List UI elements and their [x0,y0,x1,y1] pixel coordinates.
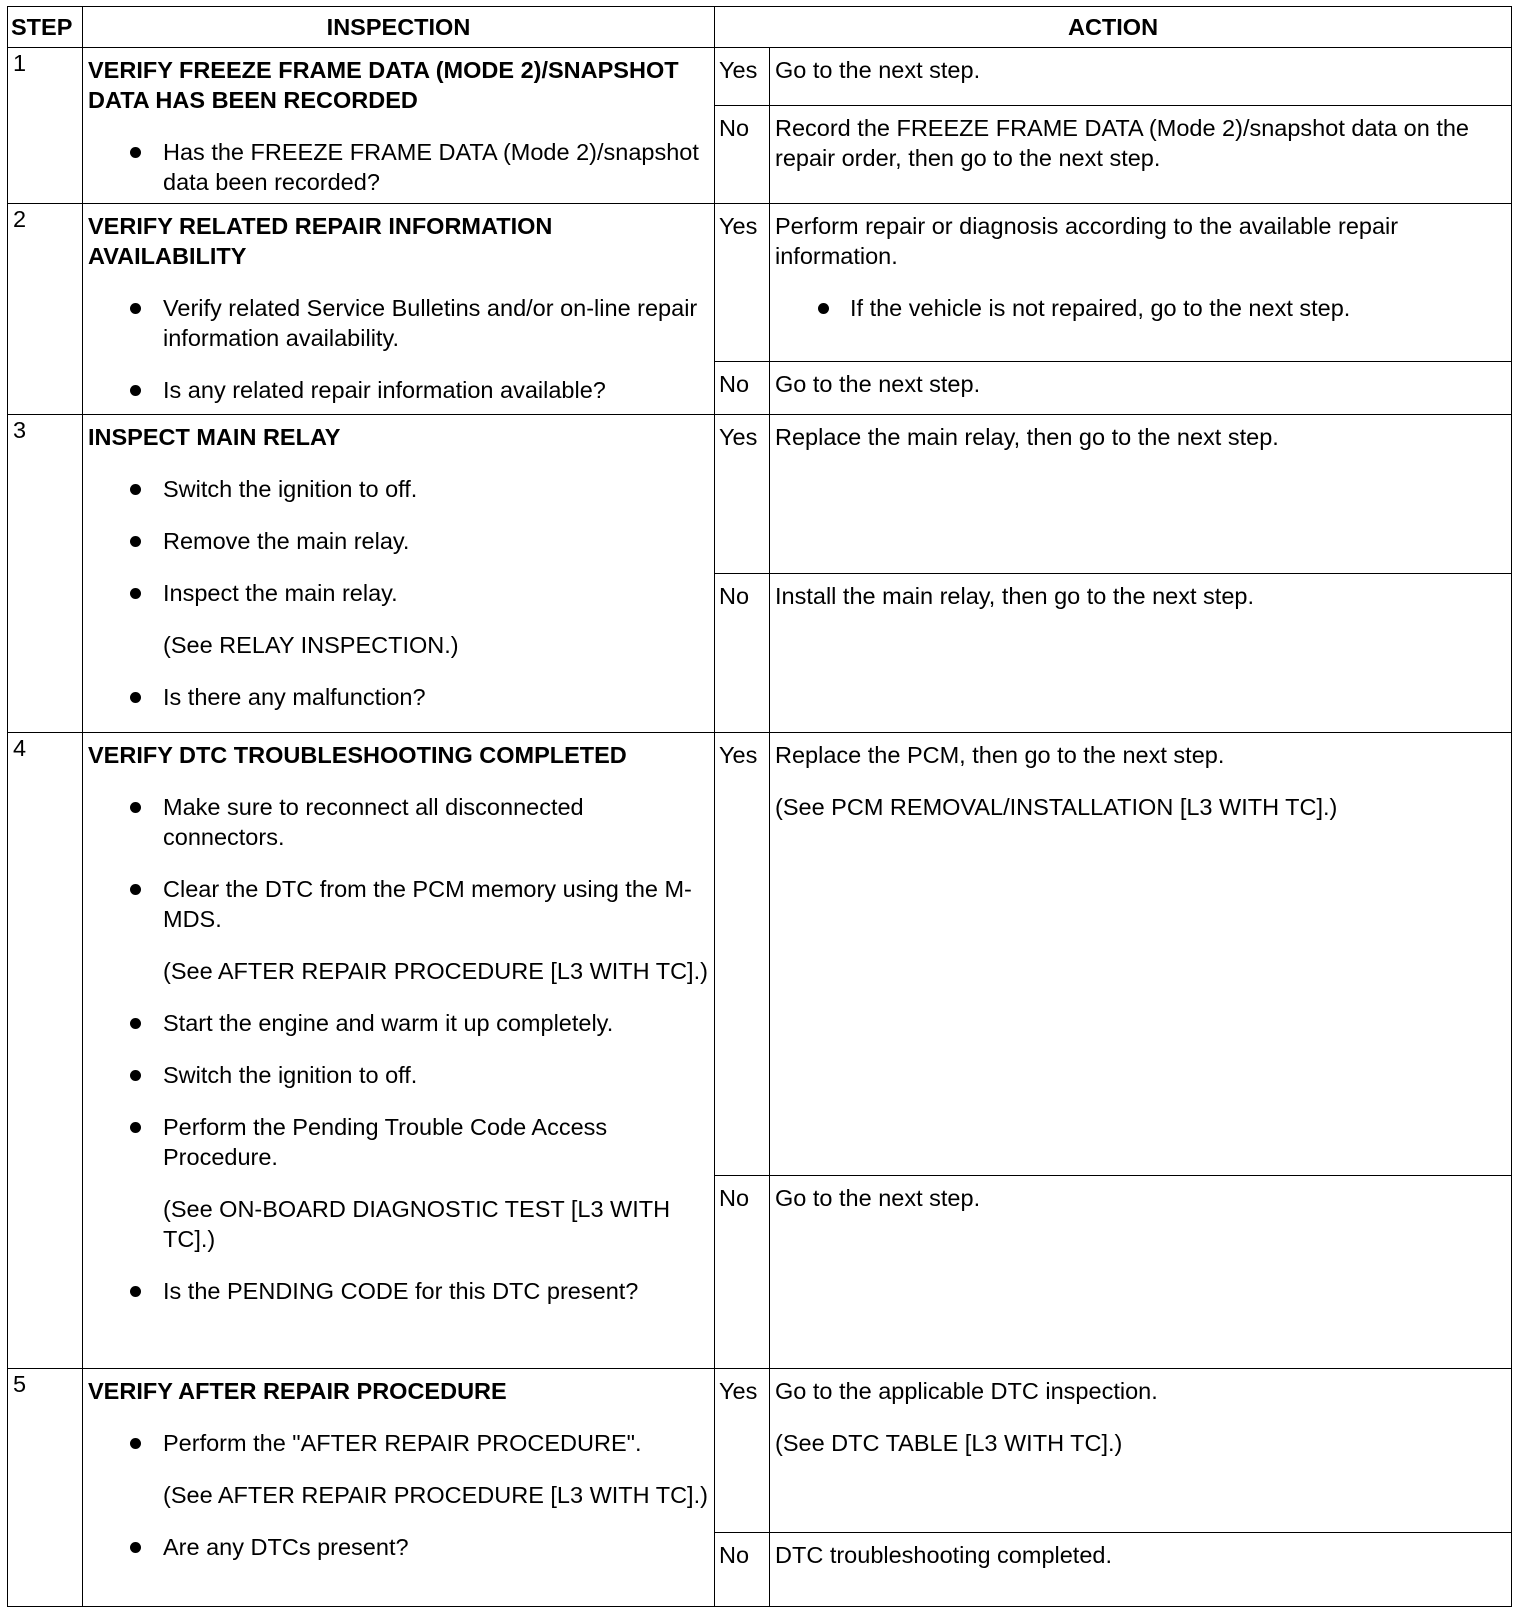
inspection-bullet: Is the PENDING CODE for this DTC present? [88,1276,710,1306]
step-number: 4 [8,733,83,1369]
action-bullet: If the vehicle is not repaired, go to the next step. [775,293,1507,323]
inspection-bullet: Clear the DTC from the PCM memory using the M-MDS. [88,874,710,934]
inspection-reference: (See ON-BOARD DIAGNOSTIC TEST [L3 WITH TC].) [163,1196,671,1252]
yes-action: Go to the next step. [770,48,1512,106]
yes-label: Yes [715,1369,770,1533]
yes-label: Yes [715,204,770,362]
yes-action: Replace the PCM, then go to the next step. (See PCM REMOVAL/INSTALLATION [L3 WITH TC].) [770,733,1512,1176]
inspection-bullet: Make sure to reconnect all disconnected connectors. [88,792,710,852]
step-5-yes-row [8,1369,1512,1533]
inspection-reference: (See AFTER REPAIR PROCEDURE [L3 WITH TC].) [163,958,708,984]
inspection-bullet: Remove the main relay. [88,526,710,556]
no-action: Install the main relay, then go to the next step. [770,574,1512,733]
step-title: VERIFY FREEZE FRAME DATA (MODE 2)/SNAPSHOT DATA HAS BEEN RECORDED [88,57,679,113]
inspection-bullet: Are any DTCs present? [88,1532,710,1562]
step-number: 2 [8,204,83,415]
step-5-inspection [83,1369,715,1607]
inspection-bullet: Inspect the main relay. [88,578,710,608]
inspection-bullet: Is there any malfunction? [88,682,710,712]
no-action: DTC troubleshooting completed. [770,1533,1512,1607]
step-number: 3 [8,415,83,733]
action-reference: (See DTC TABLE [L3 WITH TC].) [775,1430,1123,1456]
step-2-yes-row [8,204,1512,362]
no-label: No [715,1533,770,1607]
inspection-bullet: Switch the ignition to off. [88,1060,710,1090]
step-title: VERIFY AFTER REPAIR PROCEDURE [88,1378,507,1404]
no-label: No [715,1176,770,1369]
inspection-bullet: Perform the "AFTER REPAIR PROCEDURE". [88,1428,710,1458]
inspection-bullet: Has the FREEZE FRAME DATA (Mode 2)/snapshot data been recorded? [88,137,710,197]
yes-action: Replace the main relay, then go to the next step. [770,415,1512,574]
inspection-column-header: INSPECTION [83,7,715,48]
no-action: Go to the next step. [770,1176,1512,1369]
inspection-bullet: Start the engine and warm it up completely. [88,1008,710,1038]
step-1-yes-row [8,48,1512,106]
no-action: Record the FREEZE FRAME DATA (Mode 2)/snapshot data on the repair order, then go to the next step. [770,106,1512,204]
inspection-bullet: Perform the Pending Trouble Code Access Procedure. [88,1112,710,1172]
step-4-yes-row [8,733,1512,1176]
no-label: No [715,574,770,733]
step-column-header: STEP [8,7,83,48]
diagnostic-procedure-table [7,6,1512,1607]
yes-action: Perform repair or diagnosis according to the available repair information. If the vehicle is not repaired, go to the next step. [770,204,1512,362]
step-2-inspection [83,204,715,415]
inspection-reference: (See AFTER REPAIR PROCEDURE [L3 WITH TC].) [163,1482,708,1508]
action-reference: (See PCM REMOVAL/INSTALLATION [L3 WITH TC].) [775,794,1338,820]
yes-action: Go to the applicable DTC inspection. (See DTC TABLE [L3 WITH TC].) [770,1369,1512,1533]
step-3-yes-row [8,415,1512,574]
inspection-reference: (See RELAY INSPECTION.) [163,632,459,658]
step-title: VERIFY RELATED REPAIR INFORMATION AVAILABILITY [88,213,553,269]
no-label: No [715,106,770,204]
step-title: VERIFY DTC TROUBLESHOOTING COMPLETED [88,742,627,768]
step-4-inspection [83,733,715,1369]
yes-label: Yes [715,48,770,106]
inspection-bullet: Verify related Service Bulletins and/or on-line repair information availability. [88,293,710,353]
no-label: No [715,362,770,415]
inspection-bullet: Is any related repair information available? [88,375,710,405]
inspection-bullet: Switch the ignition to off. [88,474,710,504]
step-number: 5 [8,1369,83,1607]
step-number: 1 [8,48,83,204]
step-1-inspection [83,48,715,204]
header-row [8,7,1512,48]
no-action: Go to the next step. [770,362,1512,415]
action-column-header: ACTION [715,7,1512,48]
yes-label: Yes [715,733,770,1176]
yes-label: Yes [715,415,770,574]
step-3-inspection [83,415,715,733]
step-title: INSPECT MAIN RELAY [88,424,341,450]
